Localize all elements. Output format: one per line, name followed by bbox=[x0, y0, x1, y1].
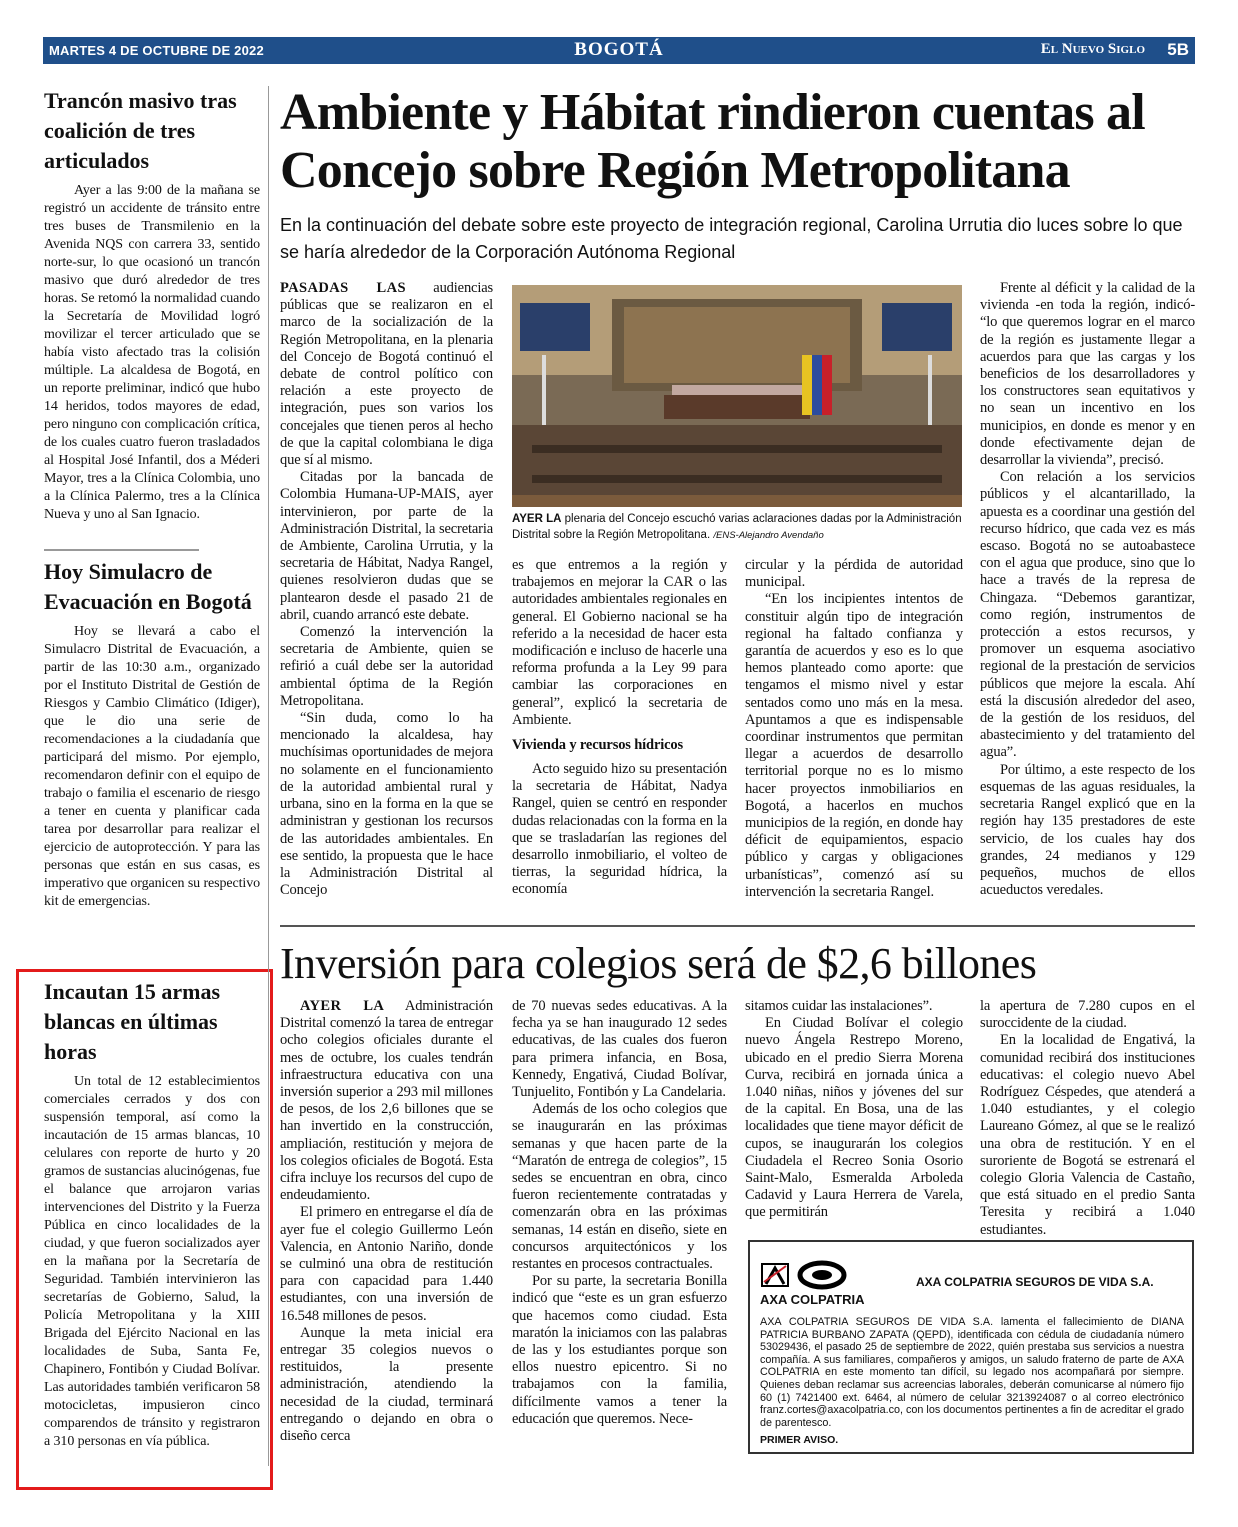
lead-in: PASADAS LAS bbox=[280, 280, 406, 296]
article-column-2 bbox=[512, 557, 727, 899]
paragraph bbox=[280, 280, 493, 469]
brief-title: Hoy Simulacro de Evacuación en Bogotá bbox=[44, 559, 252, 614]
paragraph-text: Administración Distrital comenzó la tarea de entregar ocho colegios oficiales durante el mes de octubre, los cuales tendrán infraestructura educativa con una inversión superior a 293 mil millones de pesos, de los 2,6 billones que se han invertido en la construcción, ampliación, restitución y mejora de los colegios oficiales de Bogotá. Esta cifra incluye los recursos del cupo de endeudamiento. bbox=[280, 998, 493, 1204]
brief-body: Un total de 12 establecimientos comerciales cerrados y dos con suspensión temporal, así como la incautación de 15 armas blancas, 10 celulares con reporte de hurto y 20 gramos de sustancias alucinógenas, fue el balance que arrojaron varias intervenciones del Distrito y la Fuerza Pública en cinco localidades de la ciudad, y que fueron socializados ayer en la mañana por la Secretaría de Seguridad. También intervinieron las secretarías de Gobierno, Salud, la Policía Metropolitana y la XIII Brigada del Ejército Nacional en las localidades de Suba, Santa Fe, Chapinero, Fontibón y Ciudad Bolívar. Las autoridades también verificaron 58 motocicletas, impusieron cinco comparendos de tránsito y registraron a 310 personas en vía pública. bbox=[44, 1074, 260, 1449]
caption-text: plenaria del Concejo escuchó varias aclaraciones dadas por la Administración Distrital sobre la Región Metropolitana. bbox=[512, 513, 962, 541]
brief-body: Ayer a las 9:00 de la mañana se registró un accidente de tránsito entre tres buses de Transmilenio en la Avenida NQS con carrera 33, sentido norte-sur, lo que ocasionó un trancón masivo que duró alrededor de tres horas. Se retomó la normalidad cuando la Secretaría de Movilidad logró movilizar el tercer articulado que se había visto afectado tras la colisión múltiple. La alcaldesa de Bogotá, en un reporte preliminar, indicó que hubo 14 heridos, todos mayores de edad, pero ninguno con complicación crítica, de los cuales cuatro fueron trasladados al Hospital José Infantil, dos a Méderi Mayor, tres a la Clínica Colombia, uno a la Clínica Palermo, tres a la Clínica Nueva y uno al San Ignacio. bbox=[44, 183, 260, 522]
article2-column-4 bbox=[980, 998, 1195, 1239]
ad-title: AXA COLPATRIA SEGUROS DE VIDA S.A. bbox=[916, 1275, 1154, 1289]
paragraph: Aunque la meta inicial era entregar 35 colegios nuevos o restituidos, la presente administración, atendiendo la necesidad de la ciudad, terminará entregando o dejando en obra o diseño cerca bbox=[280, 1324, 493, 1445]
paragraph: Por último, a este respecto de los esquemas de las aguas residuales, la secretaria Rangel explicó que en la región hay 135 prestadores de este servicio, de los cuales hay dos grandes, 24 medianos y 129 pequeños, muchos de ellos acueductos veredales. bbox=[980, 761, 1195, 899]
article-column-1 bbox=[280, 280, 493, 899]
paragraph-text: audiencias públicas que se realizaron en el marco de la socialización de la Región Metropolitana, en la plenaria del Concejo de Bogotá continuó el debate de control político con relación a este proyecto de integración, pues son varios los concejales que tienen peros al hecho de que la capital colombiana le diga que sí al mismo. bbox=[280, 280, 493, 469]
paragraph: sitamos cuidar las instalaciones”. bbox=[745, 998, 933, 1014]
article2-column-2 bbox=[512, 998, 727, 1428]
paragraph bbox=[280, 998, 493, 1204]
article-column-4 bbox=[980, 280, 1195, 899]
concejo-photo bbox=[512, 285, 962, 507]
paragraph: En Ciudad Bolívar el colegio nuevo Ángela Restrepo Moreno, ubicado en el predio Sierra Morena Curva, recibirá en jornada única a 1.040 niñas, niños y jóvenes del sur de la capital. En Bosa, una de las localidades que tiene mayor déficit de cupos, se inaugurarán los colegios Ciudadela el Recreo Sonia Osorio Saint-Malo, Esmeralda Arboleda Cadavid y Laura Herrera de Varela, que permitirán bbox=[745, 1015, 963, 1221]
brief-title: Incautan 15 armas blancas en últimas horas bbox=[44, 979, 221, 1064]
page-number: 5B bbox=[1167, 40, 1189, 59]
brief-body: Hoy se llevará a cabo el Simulacro Distrital de Evacuación, a partir de las 10:30 a.m., organizado por el Instituto Distrital de Gestión de Riesgos y Cambio Climático (Idiger), que le dio una serie de recomendaciones a la ciudadanía que participará del mismo. Por ejemplo, recomendaron definir con el equipo de trabajo o familia el escenario de riesgo a tener en cuenta y planificar cada tarea por desarrollar para realizar el ejercicio de autoprotección. Y para las personas que están en sus casas, es imperativo que organicen su respectivo kit de emergencias. bbox=[44, 624, 260, 909]
brief-title: Trancón masivo tras coalición de tres articulados bbox=[44, 88, 237, 173]
photo-caption bbox=[512, 511, 962, 544]
article2-column-3 bbox=[745, 998, 963, 1222]
lead-in: AYER LA bbox=[300, 998, 385, 1014]
paragraph: Por su parte, la secretaria Bonilla indicó que “este es un gran esfuerzo que hacemos como ciudad. Esta maratón la iniciamos con las palabras de las y los estudiantes porque son ellos nuestro epicentro. Si no trabajamos con la familia, difícilmente vamos a tener la educación que queremos. Nece- bbox=[512, 1273, 727, 1427]
column-rule bbox=[268, 86, 269, 1466]
article-column-3 bbox=[745, 557, 963, 901]
article-headline-2: Inversión para colegios será de $2,6 billones bbox=[280, 939, 1037, 988]
brief-trancon bbox=[44, 86, 260, 524]
paragraph: Con relación a los servicios públicos y el alcantarillado, la apuesta es a coordinar una gestión del recurso hídrico, que cada vez es más escaso. Bogotá no se autoabastece con el agua que produce, sino que lo hace a través de la represa de Chingaza. “Debemos garantizar, como región, instrumentos de protección a estos recursos, y promover un esquema asociativo regional de la prestación de servicios públicos que mejore la escala. Ahí está la discusión alrededor del aseo, de la gestión de los residuos, del abastecimiento y del tratamiento del agua”. bbox=[980, 469, 1195, 761]
paragraph: “Sin duda, como lo ha mencionado la alcaldesa, hay muchísimas oportunidades de mejora no solamente en el funcionamiento de la autoridad ambiental rural y urbana, sino en la forma en la que se administran y gestionan los recursos de las autoridades ambientales. En ese sentido, la propuesta que le hace la Administración Distrital al Concejo bbox=[280, 710, 493, 899]
ad-footer: PRIMER AVISO. bbox=[760, 1434, 839, 1446]
highlight-box bbox=[16, 969, 273, 1490]
article-lede: En la continuación del debate sobre este proyecto de integración regional, Carolina Urrutia dio luces sobre lo que se haría alrededor de la Corporación Autónoma Regional bbox=[280, 215, 1183, 262]
paragraph: Frente al déficit y la calidad de la vivienda -en toda la región, indicó- “lo que queremos lograr en el marco de la región es justamente llegar a acuerdos para que las cargas y los beneficios de los desarrolladores y los constructores sean equitativos y no sean un incentivo en los municipios, en donde es menor y en donde efectivamente dejan de desarrollar la vivienda”, precisó. bbox=[980, 280, 1195, 469]
paragraph: la apertura de 7.280 cupos en el suroccidente de la ciudad. bbox=[980, 998, 1195, 1032]
ad-body: AXA COLPATRIA SEGUROS DE VIDA S.A. lamenta el fallecimiento de DIANA PATRICIA BURBANO ZAPATA (QEPD), identificada con cédula de ciudadanía número 53029436, el pasado 25 de septiembre de 2022, quién prestaba sus servicios a nuestra compañía. A sus familiares, compañeros y amigos, un saludo fraterno de parte de AXA COLPATRIA en este momento tan difícil, su legado nos acompañará por siempre. Quienes deban reclamar sus acreencias laborales, deberán comunicarse al número fijo 60 (1) 7421400 ext. 6464, al número de celular 3213924087 o al correo electrónico franz.cortes@axacolpatria.co, con los documentos pertinentes a fin de acreditar el grado de parentesco. bbox=[760, 1316, 1184, 1429]
paragraph: es que entremos a la región y trabajemos en mejorar la CAR o las autoridades ambientales regionales en general. El Gobierno nacional se ha referido a la necesidad de hacer esta modificación e incluso de hacerle una reforma profunda a la Ley 99 para cambiar las corporaciones en general”, explicó la secretaria de Ambiente. bbox=[512, 557, 727, 728]
paragraph: El primero en entregarse el día de ayer fue el colegio Guillermo León Valencia, en Antonio Nariño, donde se culminó una obra de restitución para con capacidad para 1.440 estudiantes, con una inversión de 16.548 millones de pesos. bbox=[280, 1204, 493, 1324]
section-name: BOGOTÁ bbox=[574, 39, 664, 60]
chamber-photo-illustration bbox=[512, 285, 962, 507]
obituary-notice bbox=[748, 1240, 1194, 1454]
paragraph: “En los incipientes intentos de constituir algún tipo de integración regional ha faltado confianza y garantía de acuerdos y eso es lo que hemos planteado como aporte: que tengamos el mismo nivel y estar sentados como uno más en la mesa. Apuntamos a que es indispensable coordinar instrumentos que permitan llegar a acuerdos de desarrollo territorial porque no es lo mismo hacer proyectos inmobiliarios en Bogotá, a hacerlos en muchos municipios de la región, en donde hay déficit de equipamientos, espacio público y cargas y obligaciones urbanísticas”, comenzó así su intervención la secretaria Rangel. bbox=[745, 591, 963, 900]
paragraph: Además de los ocho colegios que se inaugurarán en las próximas semanas y que hacen parte de la “Maratón de entrega de colegios”, 15 sedes se encuentran en obra, cinco fueron recientemente contratadas y comenzarán obra en las próximas semanas, 14 están en diseño, siete en concursos arquitectónicos y los restantes en procesos contractuales. bbox=[512, 1101, 727, 1273]
page-header-bar bbox=[43, 37, 1195, 64]
photo-credit: /ENS-Alejandro Avendaño bbox=[713, 530, 824, 541]
ad-logo-text: AXA COLPATRIA bbox=[760, 1292, 865, 1307]
section-rule bbox=[280, 925, 1195, 927]
caption-lead: AYER LA bbox=[512, 513, 562, 525]
paragraph: Citadas por la bancada de Colombia Humana-UP-MAIS, ayer intervinieron, por parte de la Administración Distrital, la secretaria de Ambiente, Carolina Urrutia, y la secretaria de Hábitat, Nadya Rangel, quienes resolvieron dudas que se plantearon desde el pasado 21 de abril, cuando arrancó este debate. bbox=[280, 469, 493, 623]
paragraph: En la localidad de Engativá, la comunidad recibirá dos instituciones educativas: el colegio nuevo Abel Rodríguez Céspedes, que atenderá a 1.040 estudiantes, y el colegio Laureano Gómez, al que se le realizó una obra de restitución. Y en el suroriente de Bogotá se estrenará el colegio Gloria Valencia de Castaño, que está situado en el predio Santa Teresita y recibirá a 1.040 estudiantes. bbox=[980, 1032, 1195, 1238]
subheading: Vivienda y recursos hídricos bbox=[512, 737, 684, 754]
article2-column-1 bbox=[280, 998, 493, 1445]
paragraph: circular y la pérdida de autoridad municipal. bbox=[745, 557, 963, 591]
brief-simulacro bbox=[44, 557, 260, 911]
paragraph: de 70 nuevas sedes educativas. A la fecha ya se han inaugurado 12 sedes educativas, de las cuales dos fueron para primera infancia, en Bosa, Kennedy, Engativá, Ciudad Bolívar, Tunjuelito, Fontibón y La Candelaria. bbox=[512, 998, 727, 1101]
newspaper-name: El Nuevo Siglo bbox=[1040, 41, 1145, 57]
article-headline: Ambiente y Hábitat rindieron cuentas al Concejo sobre Región Metropolitana bbox=[280, 84, 1145, 199]
paragraph: Acto seguido hizo su presentación la secretaria de Hábitat, Nadya Rangel, quien se centró en responder dudas relacionadas con la forma en la que se trasladarían las regiones del desarrollo inmobiliario, el volteo de tierras, la seguridad hídrica, la economía bbox=[512, 761, 727, 898]
brief-divider bbox=[44, 549, 199, 551]
paragraph: Comenzó la intervención la secretaria de Ambiente, quien se refirió a cuál debe ser la autoridad ambiental óptima de la Región Metropolitana. bbox=[280, 624, 493, 709]
issue-date: MARTES 4 DE OCTUBRE DE 2022 bbox=[49, 43, 264, 58]
